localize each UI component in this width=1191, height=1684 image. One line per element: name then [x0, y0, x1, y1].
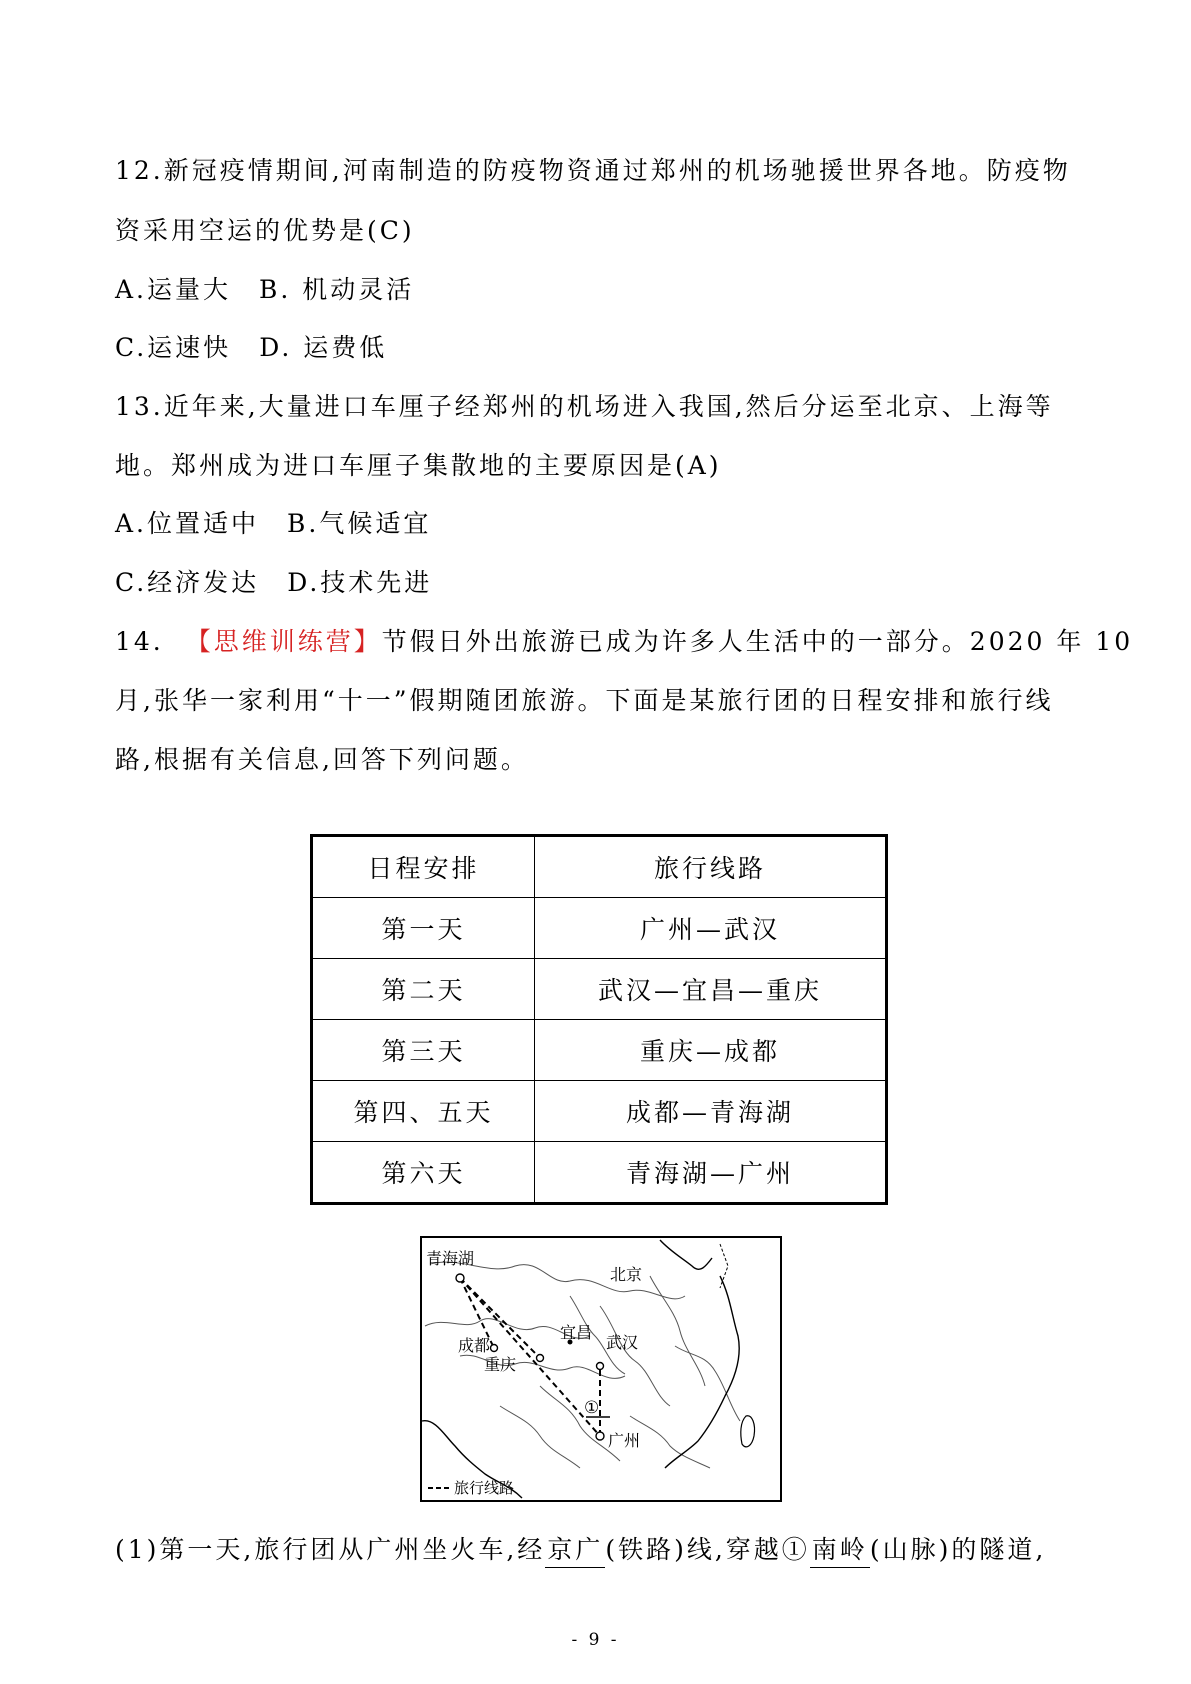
map-label-yichang: 宜昌	[560, 1323, 593, 1342]
q13-option-c: C.经济发达	[115, 568, 260, 597]
q13-options-cd	[115, 566, 432, 600]
q14-1-text-c: (山脉)的隧道,	[869, 1535, 1047, 1564]
table-cell-day: 第四、五天	[312, 1081, 535, 1142]
q14-tag: 【思维训练营】	[185, 627, 382, 656]
answer-blank-railway: 京广	[545, 1533, 605, 1568]
q12-option-d: D. 运费低	[259, 333, 388, 362]
table-cell-day: 第一天	[312, 898, 535, 959]
q13-options-ab	[115, 507, 431, 541]
q14-1-text-b: (铁路)线,穿越①	[605, 1535, 810, 1564]
q14-line1	[115, 625, 1133, 659]
table-cell-route: 重庆—成都	[535, 1020, 887, 1081]
q14-number: 14.	[115, 627, 164, 656]
map-label-qinghai: 青海湖	[426, 1249, 475, 1268]
q13-line1: 13.近年来,大量进口车厘子经郑州的机场进入我国,然后分运至北京、上海等	[115, 392, 1054, 421]
route-map	[420, 1236, 782, 1502]
map-label-beijing: 北京	[610, 1265, 643, 1284]
table-cell-route: 成都—青海湖	[535, 1081, 887, 1142]
table-cell-route: 广州—武汉	[535, 898, 887, 959]
table-cell-day: 第三天	[312, 1020, 535, 1081]
q12-option-b: B. 机动灵活	[259, 275, 415, 304]
q13-option-d: D.技术先进	[287, 568, 433, 597]
map-label-chengdu: 成都	[458, 1336, 491, 1355]
table-header-row	[312, 836, 887, 898]
table-row	[312, 1020, 887, 1081]
q12-option-c: C.运速快	[115, 333, 232, 362]
map-label-wuhan: 武汉	[606, 1333, 639, 1352]
map-label-chongqing: 重庆	[484, 1355, 517, 1374]
q13-option-a: A.位置适中	[115, 509, 260, 538]
table-header: 日程安排	[312, 836, 535, 898]
q14-1-text-a: (1)第一天,旅行团从广州坐火车,经	[115, 1535, 546, 1564]
table-header: 旅行线路	[535, 836, 887, 898]
q12-options-ab	[115, 273, 414, 307]
table-cell-route: 青海湖—广州	[535, 1142, 887, 1204]
page-number: - 9 -	[571, 1630, 620, 1650]
schedule-table	[310, 834, 888, 1205]
map-marker-one: ①	[584, 1398, 600, 1418]
table-row	[312, 959, 887, 1020]
q12-line1: 12.新冠疫情期间,河南制造的防疫物资通过郑州的机场驰援世界各地。防疫物	[115, 156, 1071, 185]
table-cell-route: 武汉—宜昌—重庆	[535, 959, 887, 1020]
answer-blank-mountain: 南岭	[810, 1533, 870, 1568]
q14-line1-text: 节假日外出旅游已成为许多人生活中的一部分。2020 年 10	[381, 627, 1134, 656]
table-row	[312, 1081, 887, 1142]
table-cell-day: 第六天	[312, 1142, 535, 1204]
q12-option-a: A.运量大	[115, 275, 232, 304]
table-row	[312, 1142, 887, 1204]
table-cell-day: 第二天	[312, 959, 535, 1020]
q12-options-cd	[115, 331, 387, 365]
map-legend-label: 旅行线路	[454, 1479, 515, 1497]
q13-option-b: B.气候适宜	[287, 509, 432, 538]
table-row	[312, 898, 887, 959]
q13-line2: 地。郑州成为进口车厘子集散地的主要原因是(A)	[115, 451, 722, 480]
q14-line2: 月,张华一家利用“十一”假期随团旅游。下面是某旅行团的日程安排和旅行线	[115, 686, 1054, 715]
q12-line2: 资采用空运的优势是(C)	[115, 216, 415, 245]
map-label-guangzhou: 广州	[608, 1431, 641, 1450]
q14-1-line	[115, 1533, 1046, 1568]
q14-line3: 路,根据有关信息,回答下列问题。	[115, 745, 529, 774]
